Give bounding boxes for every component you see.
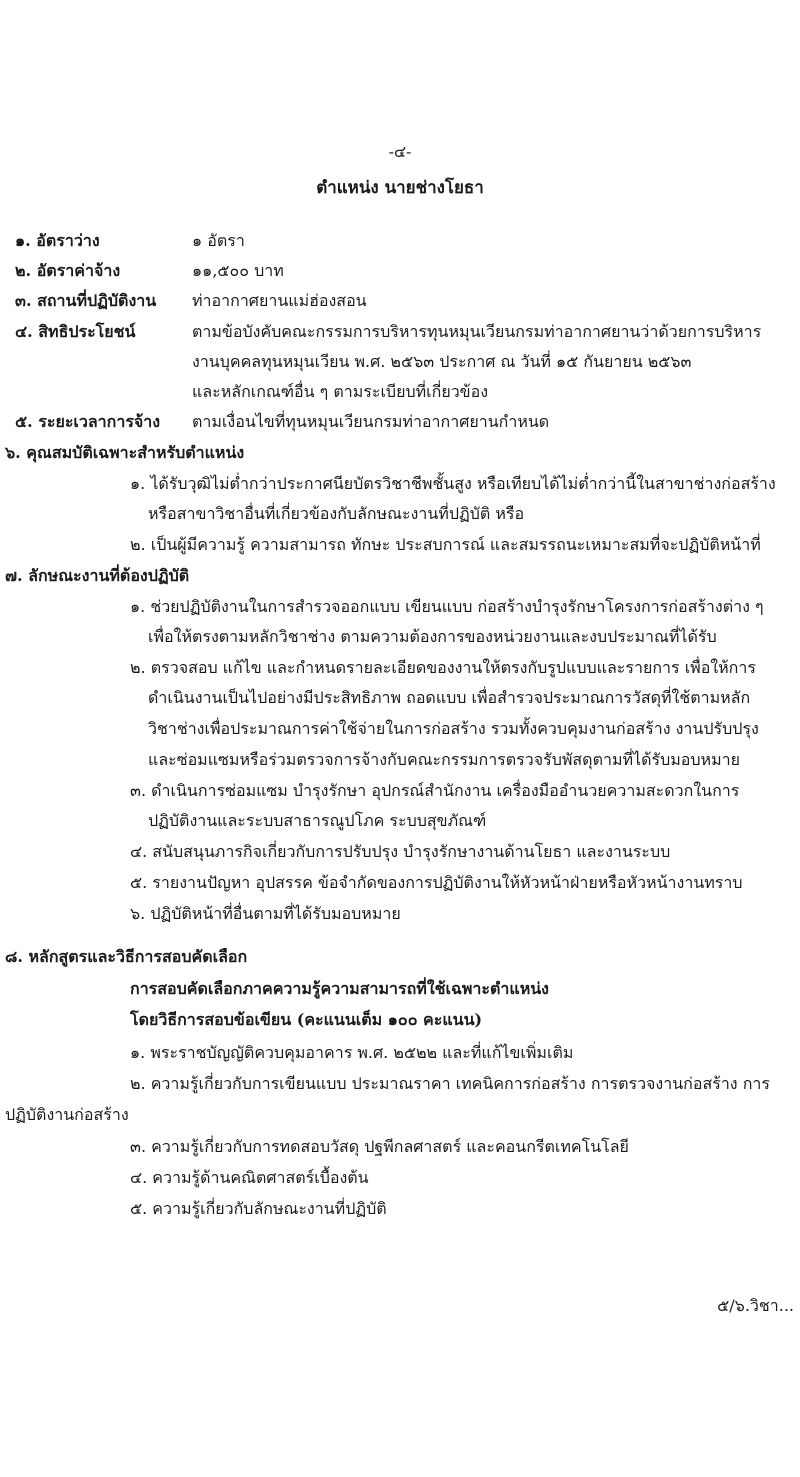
- info-value-vacancy: ๑ อัตรา: [192, 231, 245, 250]
- info-value-benefits-line: ตามข้อบังคับคณะกรรมการบริหารทุนหมุนเวียนกรมท่าอากาศยานว่าด้วยการบริหาร: [192, 322, 762, 341]
- info-label-benefits: ๔. สิทธิประโยชน์: [15, 322, 136, 341]
- section7-item-line: ปฏิบัติงานและระบบสาธารณูปโภค ระบบสุขภัณฑ์: [148, 811, 487, 830]
- section8-item-line: ๒. ความรู้เกี่ยวกับการเขียนแบบ ประมาณราคา เทคนิคการก่อสร้าง การตรวจงานก่อสร้าง การ: [130, 1074, 770, 1093]
- info-label-duration: ๕. ระยะเวลาการจ้าง: [15, 412, 161, 431]
- section6-item-line: ๑. ได้รับวุฒิไม่ต่ำกว่าประกาศนียบัตรวิชาชีพชั้นสูง หรือเทียบได้ไม่ต่ำกว่านี้ในสาขาช่างก่อสร้าง: [130, 474, 776, 493]
- section8-item-line: ๑. พระราชบัญญัติควบคุมอาคาร พ.ศ. ๒๕๒๒ และที่แก้ไขเพิ่มเติม: [130, 1043, 574, 1062]
- section7-item-line: ๒. ตรวจสอบ แก้ไข และกำหนดรายละเอียดของงานให้ตรงกับรูปแบบและรายการ เพื่อให้การ: [130, 658, 756, 677]
- section6-item-line: หรือสาขาวิชาอื่นที่เกี่ยวข้องกับลักษณะงานที่ปฏิบัติ หรือ: [148, 504, 525, 523]
- section7-heading: ๗. ลักษณะงานที่ต้องปฏิบัติ: [5, 566, 190, 585]
- section8-heading: ๘. หลักสูตรและวิธีการสอบคัดเลือก: [5, 947, 248, 966]
- section7-item-line: วิชาช่างเพื่อประมาณการค่าใช้จ่ายในการก่อสร้าง รวมทั้งควบคุมงานก่อสร้าง งานปรับปรุง: [148, 719, 759, 738]
- section7-item-line: ๓. ดำเนินการซ่อมแซม บำรุงรักษา อุปกรณ์สำนักงาน เครื่องมืออำนวยความสะดวกในการ: [130, 781, 740, 800]
- info-value-wage: ๑๑,๕๐๐ บาท: [192, 261, 284, 280]
- continuation-marker: ๕/๖.วิชา...: [717, 1296, 794, 1315]
- section7-item-line: ๔. สนับสนุนภารกิจเกี่ยวกับการปรับปรุง บำรุงรักษางานด้านโยธา และงานระบบ: [130, 842, 671, 861]
- section7-item-line: ดำเนินงานเป็นไปอย่างมีประสิทธิภาพ ถอดแบบ เพื่อสำรวจประมาณการวัสดุที่ใช้ตามหลัก: [148, 688, 751, 707]
- section8-item-line: ปฏิบัติงานก่อสร้าง: [5, 1105, 129, 1124]
- section8-item-line: ๓. ความรู้เกี่ยวกับการทดสอบวัสดุ ปฐพีกลศาสตร์ และคอนกรีตเทคโนโลยี: [130, 1137, 629, 1156]
- info-label-wage: ๒. อัตราค่าจ้าง: [15, 261, 121, 280]
- section8-subheading: การสอบคัดเลือกภาคความรู้ความสามารถที่ใช้เฉพาะตำแหน่ง: [130, 979, 549, 998]
- section8-subheading: โดยวิธีการสอบข้อเขียน (คะแนนเต็ม ๑๐๐ คะแนน): [130, 1010, 483, 1029]
- section8-item-line: ๔. ความรู้ด้านคณิตศาสตร์เบื้องต้น: [130, 1168, 369, 1187]
- page-number: -๔-: [388, 142, 412, 161]
- info-label-workplace: ๓. สถานที่ปฏิบัติงาน: [15, 291, 157, 310]
- info-value-duration: ตามเงื่อนไขที่ทุนหมุนเวียนกรมท่าอากาศยานกำหนด: [192, 412, 550, 431]
- section7-item-line: ๕. รายงานปัญหา อุปสรรค ข้อจำกัดของการปฏิบัติงานให้หัวหน้าฝ่ายหรือหัวหน้างานทราบ: [130, 873, 743, 892]
- section7-item-line: เพื่อให้ตรงตามหลักวิชาช่าง ตามความต้องการของหน่วยงานและงบประมาณที่ได้รับ: [148, 627, 717, 646]
- section6-item-line: ๒. เป็นผู้มีความรู้ ความสามารถ ทักษะ ประสบการณ์ และสมรรถนะเหมาะสมที่จะปฏิบัติหน้าที่: [130, 535, 761, 554]
- info-value-benefits-line: งานบุคคลทุนหมุนเวียน พ.ศ. ๒๕๖๓ ประกาศ ณ วันที่ ๑๕ กันยายน ๒๕๖๓: [192, 352, 692, 371]
- info-label-vacancy: ๑. อัตราว่าง: [15, 231, 100, 250]
- section8-item-line: ๕. ความรู้เกี่ยวกับลักษณะงานที่ปฏิบัติ: [130, 1199, 387, 1218]
- position-title: ตำแหน่ง นายช่างโยธา: [316, 177, 484, 197]
- info-value-benefits-line: และหลักเกณฑ์อื่น ๆ ตามระเบียบที่เกี่ยวข้อง: [192, 382, 489, 401]
- section6-heading: ๖. คุณสมบัติเฉพาะสำหรับตำแหน่ง: [5, 443, 245, 462]
- section7-item-line: และซ่อมแซมหรือร่วมตรวจการจ้างกับคณะกรรมการตรวจรับพัสดุตามที่ได้รับมอบหมาย: [148, 750, 740, 769]
- section7-item-line: ๑. ช่วยปฏิบัติงานในการสำรวจออกแบบ เขียนแบบ ก่อสร้างบำรุงรักษาโครงการก่อสร้างต่าง ๆ: [130, 597, 764, 616]
- section7-item-line: ๖. ปฏิบัติหน้าที่อื่นตามที่ได้รับมอบหมาย: [130, 904, 401, 923]
- info-value-workplace: ท่าอากาศยานแม่ฮ่องสอน: [192, 291, 367, 310]
